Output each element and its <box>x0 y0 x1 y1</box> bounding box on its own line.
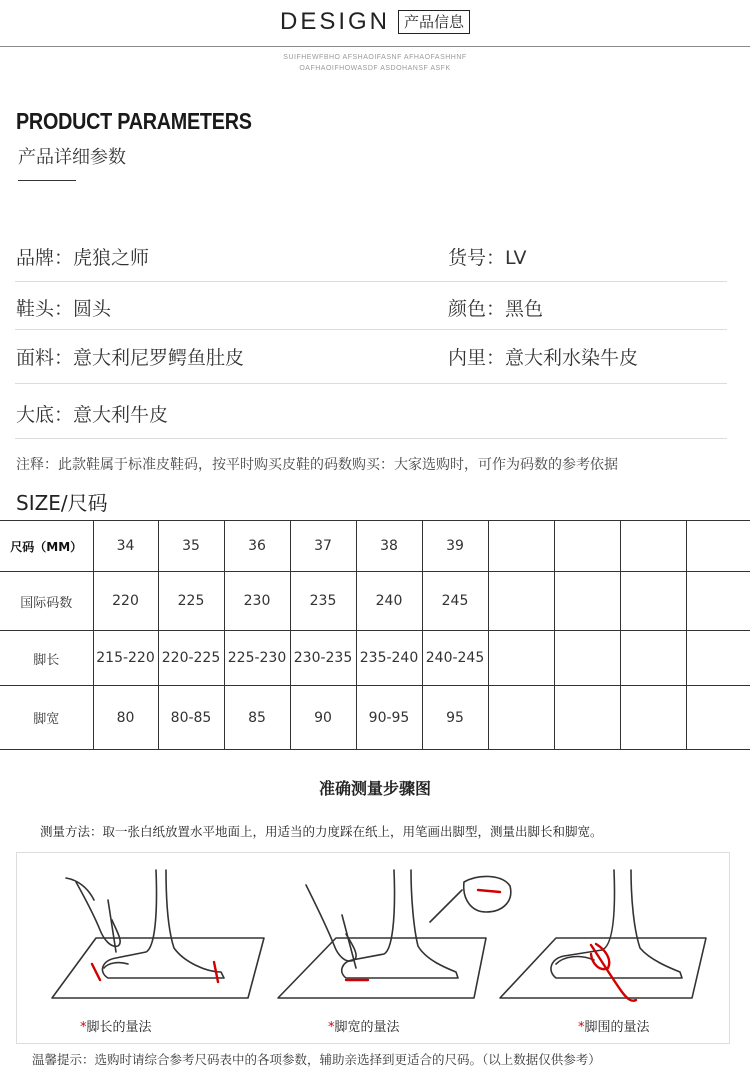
table-cell <box>488 521 554 572</box>
caption-foot-width: *脚宽的量法 <box>328 1020 400 1035</box>
table-cell: 240-245 <box>422 631 488 686</box>
table-row <box>0 631 750 686</box>
param-divider <box>15 438 727 439</box>
table-cell: 80-85 <box>158 686 224 750</box>
row-header: 尺码（MM） <box>0 521 93 572</box>
table-cell <box>620 521 686 572</box>
param-toe: 鞋头：圆头 <box>16 298 112 320</box>
parameters-underline <box>18 180 76 181</box>
row-header: 脚宽 <box>0 686 93 750</box>
param-divider <box>15 281 727 282</box>
param-item-no: 货号：LV <box>448 247 527 269</box>
row-header: 国际码数 <box>0 572 93 631</box>
table-cell: 225 <box>158 572 224 631</box>
design-header <box>0 8 750 36</box>
table-cell: 230-235 <box>290 631 356 686</box>
parameters-subtitle: 产品详细参数 <box>18 147 126 168</box>
table-cell: 38 <box>356 521 422 572</box>
table-cell: 235-240 <box>356 631 422 686</box>
table-cell: 230 <box>224 572 290 631</box>
table-cell <box>620 631 686 686</box>
foot-length-illustration <box>52 870 264 998</box>
param-sole: 大底：意大利牛皮 <box>16 404 169 426</box>
measure-illustrations <box>16 860 728 1010</box>
param-upper: 面料：意大利尼罗鳄鱼肚皮 <box>16 347 245 369</box>
param-color: 颜色：黑色 <box>448 298 544 320</box>
table-cell <box>554 572 620 631</box>
table-cell: 39 <box>422 521 488 572</box>
table-cell: 36 <box>224 521 290 572</box>
param-lining: 内里：意大利水染牛皮 <box>448 347 639 369</box>
table-cell <box>620 572 686 631</box>
warm-tip: 温馨提示：选购时请综合参考尺码表中的各项参数，辅助亲选择到更适合的尺码。（以上数据仅供参考） <box>32 1052 601 1067</box>
measure-method: 测量方法：取一张白纸放置水平地面上，用适当的力度踩在纸上，用笔画出脚型，测量出脚长和脚宽。 <box>40 824 603 839</box>
table-cell: 220-225 <box>158 631 224 686</box>
design-subtext-line2: OAFHAOIFHOWASDF ASDOHANSF ASFK <box>299 65 451 72</box>
table-cell: 34 <box>93 521 158 572</box>
design-subtext-line1: SUIFHEWFBHO AFSHAOIFASNF AFHAOFASHHNF <box>283 54 467 61</box>
table-cell: 90 <box>290 686 356 750</box>
table-cell: 235 <box>290 572 356 631</box>
table-cell <box>554 521 620 572</box>
table-row <box>0 572 750 631</box>
table-cell <box>686 521 750 572</box>
size-title: SIZE/尺码 <box>16 491 108 515</box>
param-divider <box>15 329 727 330</box>
param-divider <box>15 383 727 384</box>
caption-foot-girth: *脚围的量法 <box>578 1020 650 1035</box>
foot-girth-illustration <box>500 870 706 998</box>
table-cell: 85 <box>224 686 290 750</box>
header-divider <box>0 46 750 47</box>
table-cell: 220 <box>93 572 158 631</box>
param-brand: 品牌：虎狼之师 <box>16 247 150 269</box>
table-cell: 240 <box>356 572 422 631</box>
measure-title: 准确测量步骤图 <box>318 779 431 798</box>
table-cell: 215-220 <box>93 631 158 686</box>
design-title: DESIGN <box>279 8 390 35</box>
table-cell: 80 <box>93 686 158 750</box>
table-cell <box>554 686 620 750</box>
size-note: 注释：此款鞋属于标准皮鞋码，按平时购买皮鞋的码数购买：大家选购时，可作为码数的参考依据 <box>16 457 618 473</box>
table-cell: 35 <box>158 521 224 572</box>
table-row <box>0 686 750 750</box>
table-cell <box>554 631 620 686</box>
table-cell <box>488 572 554 631</box>
table-cell: 245 <box>422 572 488 631</box>
table-cell <box>488 686 554 750</box>
foot-width-illustration <box>278 870 511 998</box>
table-cell <box>620 686 686 750</box>
table-cell: 95 <box>422 686 488 750</box>
product-info-badge: 产品信息 <box>398 10 470 34</box>
table-cell <box>686 631 750 686</box>
caption-foot-length: *脚长的量法 <box>80 1020 152 1035</box>
size-table <box>0 520 750 750</box>
table-cell: 225-230 <box>224 631 290 686</box>
table-cell: 90-95 <box>356 686 422 750</box>
table-cell: 37 <box>290 521 356 572</box>
row-header: 脚长 <box>0 631 93 686</box>
table-row <box>0 521 750 572</box>
parameters-title: PRODUCT PARAMETERS <box>16 108 252 134</box>
table-cell <box>686 686 750 750</box>
table-cell <box>488 631 554 686</box>
table-cell <box>686 572 750 631</box>
